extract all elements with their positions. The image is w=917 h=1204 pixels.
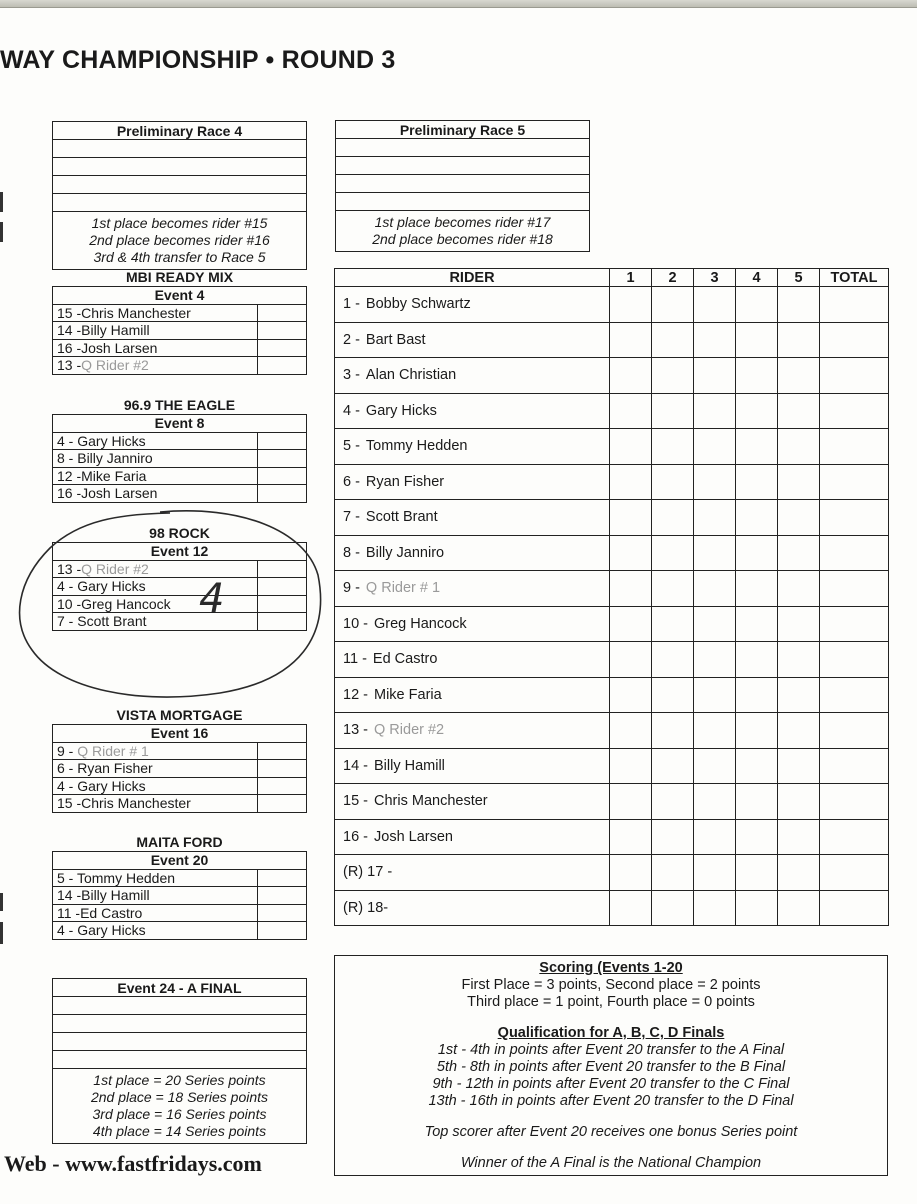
table-row bbox=[335, 606, 889, 642]
round-score-cell[interactable] bbox=[778, 322, 820, 358]
round-score-cell[interactable] bbox=[778, 464, 820, 500]
rider-number: 9 - bbox=[57, 742, 74, 759]
round-score-cell[interactable] bbox=[694, 464, 736, 500]
round-score-cell[interactable] bbox=[694, 890, 736, 926]
round-score-cell[interactable] bbox=[652, 748, 694, 784]
round-score-cell[interactable] bbox=[694, 606, 736, 642]
a-final-blank-row bbox=[53, 1015, 307, 1033]
total-score-cell[interactable] bbox=[820, 464, 889, 500]
a-final-note: 3rd place = 16 Series points bbox=[92, 1106, 267, 1122]
rider-name: Chris Manchester bbox=[374, 793, 488, 810]
rider-cell bbox=[335, 606, 610, 642]
round-score-cell[interactable] bbox=[610, 287, 652, 323]
rider-name: Gary Hicks bbox=[365, 402, 437, 419]
rider-cell bbox=[335, 500, 610, 536]
score-cell[interactable] bbox=[258, 777, 307, 795]
rider-name: Q Rider #2 bbox=[81, 560, 149, 577]
table-row bbox=[53, 777, 307, 795]
rider-name: Josh Larsen bbox=[81, 339, 158, 356]
round-score-cell[interactable] bbox=[694, 322, 736, 358]
round-score-cell[interactable] bbox=[736, 642, 778, 678]
a-final-note: 1st place = 20 Series points bbox=[93, 1072, 266, 1088]
table-row bbox=[335, 855, 889, 891]
round-score-cell[interactable] bbox=[736, 784, 778, 820]
rider-name: Ed Castro bbox=[80, 904, 143, 921]
round-score-cell[interactable] bbox=[736, 677, 778, 713]
round-score-cell[interactable] bbox=[610, 748, 652, 784]
rider-name: Gary Hicks bbox=[77, 432, 146, 449]
round-score-cell[interactable] bbox=[694, 500, 736, 536]
table-row bbox=[335, 500, 889, 536]
round-score-cell[interactable] bbox=[694, 358, 736, 394]
round-score-cell[interactable] bbox=[694, 819, 736, 855]
a-final-notes bbox=[53, 1069, 307, 1144]
round-score-cell[interactable] bbox=[610, 890, 652, 926]
prelim-4-note: 1st place becomes rider #15 bbox=[91, 215, 268, 231]
total-score-cell[interactable] bbox=[820, 748, 889, 784]
round-score-cell[interactable] bbox=[736, 429, 778, 465]
rider-name: Josh Larsen bbox=[374, 828, 453, 845]
rider-cell bbox=[335, 322, 610, 358]
event-sponsor: 98 ROCK bbox=[149, 525, 210, 541]
round-score-cell[interactable] bbox=[736, 855, 778, 891]
event-title: Event 12 bbox=[53, 543, 307, 561]
round-score-cell[interactable] bbox=[694, 287, 736, 323]
rider-name: Bobby Schwartz bbox=[365, 296, 471, 313]
rider-name: Mike Faria bbox=[81, 467, 147, 484]
total-score-cell[interactable] bbox=[820, 677, 889, 713]
rider-cell bbox=[335, 464, 610, 500]
rider-number: 4 - bbox=[57, 922, 74, 939]
prelim-4-note: 3rd & 4th transfer to Race 5 bbox=[93, 249, 266, 265]
score-cell[interactable] bbox=[258, 795, 307, 813]
round-score-cell[interactable] bbox=[778, 642, 820, 678]
qualification-line: 9th - 12th in points after Event 20 transfer to the C Final bbox=[432, 1076, 790, 1092]
round-score-cell[interactable] bbox=[736, 358, 778, 394]
rider-number: 11 - bbox=[57, 904, 81, 921]
rider-number: 11 - bbox=[343, 651, 367, 668]
table-row bbox=[335, 642, 889, 678]
rider-name: Ryan Fisher bbox=[365, 473, 445, 490]
score-cell[interactable] bbox=[258, 887, 307, 905]
round-score-cell[interactable] bbox=[694, 748, 736, 784]
round-score-cell[interactable] bbox=[694, 535, 736, 571]
table-row bbox=[53, 922, 307, 940]
a-final-blank-row bbox=[53, 997, 307, 1015]
rider-number: 4 - bbox=[57, 432, 74, 449]
round-score-cell[interactable] bbox=[736, 890, 778, 926]
rider-name: Josh Larsen bbox=[81, 485, 158, 502]
round-score-cell[interactable] bbox=[652, 571, 694, 607]
round-score-cell[interactable] bbox=[736, 287, 778, 323]
round-score-cell[interactable] bbox=[610, 606, 652, 642]
rider-number: 12 - bbox=[57, 467, 82, 484]
round-score-cell[interactable] bbox=[652, 819, 694, 855]
round-score-cell[interactable] bbox=[652, 358, 694, 394]
round-score-cell[interactable] bbox=[694, 855, 736, 891]
rider-column-header: RIDER bbox=[335, 269, 610, 287]
rider-cell bbox=[335, 429, 610, 465]
rider-cell bbox=[335, 358, 610, 394]
table-row bbox=[335, 819, 889, 855]
round-score-cell[interactable] bbox=[652, 890, 694, 926]
round-score-cell[interactable] bbox=[652, 322, 694, 358]
score-cell[interactable] bbox=[258, 742, 307, 760]
round-score-cell[interactable] bbox=[778, 358, 820, 394]
round-score-cell[interactable] bbox=[610, 571, 652, 607]
rider-number: 4 - bbox=[57, 578, 74, 595]
round-column-header: 1 bbox=[610, 269, 652, 287]
rider-cell bbox=[335, 855, 610, 891]
table-row bbox=[335, 748, 889, 784]
round-score-cell[interactable] bbox=[610, 535, 652, 571]
a-final-note: 2nd place = 18 Series points bbox=[90, 1089, 269, 1105]
rider-number: 10 - bbox=[57, 595, 82, 612]
round-score-cell[interactable] bbox=[778, 606, 820, 642]
scoring-title: Scoring (Events 1-20 bbox=[539, 960, 683, 976]
total-score-cell[interactable] bbox=[820, 642, 889, 678]
scoring-line: First Place = 3 points, Second place = 2 points bbox=[461, 977, 761, 993]
total-column-header: TOTAL bbox=[820, 269, 889, 287]
round-score-cell[interactable] bbox=[778, 713, 820, 749]
round-score-cell[interactable] bbox=[652, 429, 694, 465]
round-score-cell[interactable] bbox=[694, 784, 736, 820]
total-score-cell[interactable] bbox=[820, 855, 889, 891]
score-cell[interactable] bbox=[258, 760, 307, 778]
round-score-cell[interactable] bbox=[736, 464, 778, 500]
event-title: Event 8 bbox=[53, 415, 307, 433]
rider-number: 14 - bbox=[57, 322, 82, 339]
rider-name: Bart Bast bbox=[365, 331, 426, 348]
round-score-cell[interactable] bbox=[778, 393, 820, 429]
prelim-5-note: 2nd place becomes rider #18 bbox=[372, 231, 553, 247]
round-score-cell[interactable] bbox=[736, 322, 778, 358]
scoring-line: Third place = 1 point, Fourth place = 0 points bbox=[467, 994, 755, 1010]
rider-cell bbox=[335, 713, 610, 749]
score-cell[interactable] bbox=[258, 869, 307, 887]
round-score-cell[interactable] bbox=[652, 606, 694, 642]
score-cell[interactable] bbox=[258, 904, 307, 922]
rider-cell bbox=[335, 819, 610, 855]
round-score-cell[interactable] bbox=[652, 287, 694, 323]
event-title: Event 4 bbox=[53, 287, 307, 305]
round-score-cell[interactable] bbox=[652, 393, 694, 429]
rider-cell bbox=[335, 642, 610, 678]
round-score-cell[interactable] bbox=[736, 500, 778, 536]
rider-name: Tommy Hedden bbox=[365, 438, 468, 455]
rider-number: 15 - bbox=[343, 793, 368, 810]
table-row bbox=[335, 393, 889, 429]
round-score-cell[interactable] bbox=[778, 784, 820, 820]
standings-header-row bbox=[335, 269, 889, 287]
total-score-cell[interactable] bbox=[820, 358, 889, 394]
table-row bbox=[335, 713, 889, 749]
rider-number: 13 - bbox=[57, 560, 82, 577]
round-score-cell[interactable] bbox=[778, 677, 820, 713]
rider-name: Billy Janniro bbox=[77, 450, 153, 467]
round-score-cell[interactable] bbox=[610, 819, 652, 855]
rider-name: Scott Brant bbox=[77, 613, 147, 630]
rider-number: (R) 18- bbox=[343, 899, 389, 916]
rider-number: 7 - bbox=[57, 613, 74, 630]
round-score-cell[interactable] bbox=[610, 464, 652, 500]
round-score-cell[interactable] bbox=[778, 890, 820, 926]
rider-number: 14 - bbox=[57, 887, 82, 904]
rider-number: 6 - bbox=[57, 760, 74, 777]
round-score-cell[interactable] bbox=[610, 429, 652, 465]
rider-name: Billy Hamill bbox=[81, 887, 150, 904]
rider-name: Chris Manchester bbox=[81, 304, 191, 321]
total-score-cell[interactable] bbox=[820, 819, 889, 855]
rider-number: 9 - bbox=[343, 580, 360, 597]
rider-number: 6 - bbox=[343, 473, 360, 490]
round-score-cell[interactable] bbox=[610, 642, 652, 678]
event-sponsor: 96.9 THE EAGLE bbox=[123, 397, 236, 413]
rider-number: 14 - bbox=[343, 757, 368, 774]
round-score-cell[interactable] bbox=[778, 500, 820, 536]
total-score-cell[interactable] bbox=[820, 571, 889, 607]
table-row bbox=[53, 795, 307, 813]
round-score-cell[interactable] bbox=[652, 535, 694, 571]
round-score-cell[interactable] bbox=[778, 748, 820, 784]
rider-cell bbox=[335, 784, 610, 820]
event-sponsor: MAITA FORD bbox=[136, 834, 223, 850]
rider-name: Ryan Fisher bbox=[77, 760, 153, 777]
round-score-cell[interactable] bbox=[694, 571, 736, 607]
round-score-cell[interactable] bbox=[736, 819, 778, 855]
rider-name: Mike Faria bbox=[374, 686, 442, 703]
rider-name: Tommy Hedden bbox=[76, 869, 176, 886]
round-column-header: 5 bbox=[778, 269, 820, 287]
round-score-cell[interactable] bbox=[778, 535, 820, 571]
total-score-cell[interactable] bbox=[820, 393, 889, 429]
round-score-cell[interactable] bbox=[652, 677, 694, 713]
event-20-table bbox=[52, 851, 307, 940]
total-score-cell[interactable] bbox=[820, 606, 889, 642]
a-final-blank-row bbox=[53, 1051, 307, 1069]
table-row bbox=[335, 571, 889, 607]
website-footer: Web - www.fastfridays.com bbox=[4, 1151, 262, 1176]
round-score-cell[interactable] bbox=[610, 322, 652, 358]
total-score-cell[interactable] bbox=[820, 535, 889, 571]
round-score-cell[interactable] bbox=[778, 429, 820, 465]
a-final-blank-row bbox=[53, 1033, 307, 1051]
round-score-cell[interactable] bbox=[736, 713, 778, 749]
qualification-line: 13th - 16th in points after Event 20 transfer to the D Final bbox=[428, 1093, 794, 1109]
table-row bbox=[335, 464, 889, 500]
rider-name: Gary Hicks bbox=[77, 922, 146, 939]
prelim-5-title: Preliminary Race 5 bbox=[336, 121, 590, 139]
round-score-cell[interactable] bbox=[610, 713, 652, 749]
rider-name: Gary Hicks bbox=[77, 777, 146, 794]
rider-name: Chris Manchester bbox=[81, 795, 191, 812]
table-row bbox=[335, 358, 889, 394]
round-score-cell[interactable] bbox=[610, 358, 652, 394]
rider-name: Q Rider # 1 bbox=[365, 580, 441, 597]
qualification-line: 1st - 4th in points after Event 20 transfer to the A Final bbox=[437, 1042, 785, 1058]
round-score-cell[interactable] bbox=[694, 677, 736, 713]
a-final-table bbox=[52, 978, 307, 1144]
total-score-cell[interactable] bbox=[820, 890, 889, 926]
rider-number: 5 - bbox=[57, 869, 74, 886]
round-score-cell[interactable] bbox=[652, 464, 694, 500]
rider-number: 15 - bbox=[57, 795, 82, 812]
handwritten-number: 4 bbox=[199, 576, 225, 622]
rider-name: Q Rider #2 bbox=[374, 722, 445, 739]
round-score-cell[interactable] bbox=[610, 677, 652, 713]
table-row bbox=[53, 760, 307, 778]
round-score-cell[interactable] bbox=[652, 642, 694, 678]
round-score-cell[interactable] bbox=[736, 393, 778, 429]
total-score-cell[interactable] bbox=[820, 429, 889, 465]
round-column-header: 3 bbox=[694, 269, 736, 287]
round-score-cell[interactable] bbox=[736, 571, 778, 607]
rider-name: Q Rider # 1 bbox=[77, 742, 149, 759]
round-score-cell[interactable] bbox=[736, 606, 778, 642]
round-score-cell[interactable] bbox=[652, 784, 694, 820]
rider-number: 13 - bbox=[57, 357, 82, 374]
round-score-cell[interactable] bbox=[610, 500, 652, 536]
rider-number: 4 - bbox=[343, 402, 360, 419]
table-row bbox=[335, 287, 889, 323]
rider-number: 15 - bbox=[57, 304, 82, 321]
rider-cell bbox=[335, 677, 610, 713]
rider-name: Billy Hamill bbox=[81, 322, 150, 339]
rider-cell bbox=[335, 287, 610, 323]
rider-number: 7 - bbox=[343, 509, 360, 526]
table-row bbox=[53, 887, 307, 905]
round-score-cell[interactable] bbox=[736, 748, 778, 784]
table-row bbox=[335, 784, 889, 820]
round-score-cell[interactable] bbox=[694, 642, 736, 678]
rider-number: 3 - bbox=[343, 367, 360, 384]
table-row bbox=[335, 429, 889, 465]
prelim-5-note: 1st place becomes rider #17 bbox=[374, 214, 551, 230]
rider-name: Greg Hancock bbox=[374, 615, 467, 632]
rider-number: (R) 17 - bbox=[343, 864, 393, 881]
total-score-cell[interactable] bbox=[820, 713, 889, 749]
rider-cell bbox=[335, 571, 610, 607]
rider-cell bbox=[335, 393, 610, 429]
round-score-cell[interactable] bbox=[694, 393, 736, 429]
round-score-cell[interactable] bbox=[694, 713, 736, 749]
table-row bbox=[53, 742, 307, 760]
a-final-title: Event 24 - A FINAL bbox=[53, 979, 307, 997]
rider-number: 13 - bbox=[343, 722, 368, 739]
qualification-line: 5th - 8th in points after Event 20 transfer to the B Final bbox=[436, 1059, 786, 1075]
table-row bbox=[335, 322, 889, 358]
rider-cell bbox=[335, 748, 610, 784]
score-cell[interactable] bbox=[258, 922, 307, 940]
prelim-4-note: 2nd place becomes rider #16 bbox=[89, 232, 270, 248]
event-sponsor: MBI READY MIX bbox=[125, 269, 234, 285]
table-row bbox=[53, 904, 307, 922]
round-column-header: 2 bbox=[652, 269, 694, 287]
rider-number: 16 - bbox=[57, 339, 82, 356]
round-score-cell[interactable] bbox=[694, 429, 736, 465]
rider-number: 5 - bbox=[343, 438, 360, 455]
standings-table bbox=[334, 268, 889, 926]
round-score-cell[interactable] bbox=[652, 500, 694, 536]
total-score-cell[interactable] bbox=[820, 784, 889, 820]
round-score-cell[interactable] bbox=[736, 535, 778, 571]
round-score-cell[interactable] bbox=[610, 784, 652, 820]
rider-name: Greg Hancock bbox=[81, 595, 171, 612]
rider-number: 2 - bbox=[343, 331, 360, 348]
rider-number: 12 - bbox=[343, 686, 368, 703]
rider-number: 10 - bbox=[343, 615, 368, 632]
rider-name: Q Rider #2 bbox=[81, 357, 149, 374]
total-score-cell[interactable] bbox=[820, 322, 889, 358]
round-score-cell[interactable] bbox=[778, 571, 820, 607]
handwritten-circle bbox=[20, 511, 321, 697]
rider-number: 4 - bbox=[57, 777, 74, 794]
round-score-cell[interactable] bbox=[610, 393, 652, 429]
rider-name: Ed Castro bbox=[372, 651, 438, 668]
rider-name: Billy Janniro bbox=[365, 544, 445, 561]
bonus-note: Top scorer after Event 20 receives one bonus Series point bbox=[424, 1124, 798, 1140]
rider-number: 16 - bbox=[343, 828, 368, 845]
a-final-note: 4th place = 14 Series points bbox=[92, 1123, 267, 1139]
table-row bbox=[53, 869, 307, 887]
round-column-header: 4 bbox=[736, 269, 778, 287]
round-score-cell[interactable] bbox=[652, 713, 694, 749]
round-score-cell[interactable] bbox=[652, 855, 694, 891]
table-row bbox=[335, 535, 889, 571]
event-16-table bbox=[52, 724, 307, 813]
rider-number: 16 - bbox=[57, 485, 82, 502]
total-score-cell[interactable] bbox=[820, 287, 889, 323]
rider-name: Billy Hamill bbox=[374, 757, 445, 774]
rider-number: 8 - bbox=[57, 450, 74, 467]
event-title: Event 16 bbox=[53, 725, 307, 743]
round-score-cell[interactable] bbox=[778, 819, 820, 855]
rider-name: Gary Hicks bbox=[77, 578, 146, 595]
rider-number: 1 - bbox=[343, 296, 360, 313]
prelim-4-title: Preliminary Race 4 bbox=[53, 122, 307, 140]
round-score-cell[interactable] bbox=[610, 855, 652, 891]
total-score-cell[interactable] bbox=[820, 500, 889, 536]
rider-number: 8 - bbox=[343, 544, 360, 561]
qualification-title: Qualification for A, B, C, D Finals bbox=[497, 1025, 725, 1041]
event-sponsor: VISTA MORTGAGE bbox=[116, 707, 243, 723]
table-row bbox=[335, 677, 889, 713]
rider-cell bbox=[335, 535, 610, 571]
scoring-rules-box bbox=[334, 955, 888, 1176]
rider-cell bbox=[335, 890, 610, 926]
round-score-cell[interactable] bbox=[778, 287, 820, 323]
event-title: Event 20 bbox=[53, 852, 307, 870]
champion-note: Winner of the A Final is the National Champion bbox=[460, 1155, 762, 1171]
rider-name: Scott Brant bbox=[365, 509, 438, 526]
page-title: WAY CHAMPIONSHIP • ROUND 3 bbox=[0, 46, 396, 74]
round-score-cell[interactable] bbox=[778, 855, 820, 891]
table-row bbox=[335, 890, 889, 926]
rider-name: Alan Christian bbox=[365, 367, 457, 384]
